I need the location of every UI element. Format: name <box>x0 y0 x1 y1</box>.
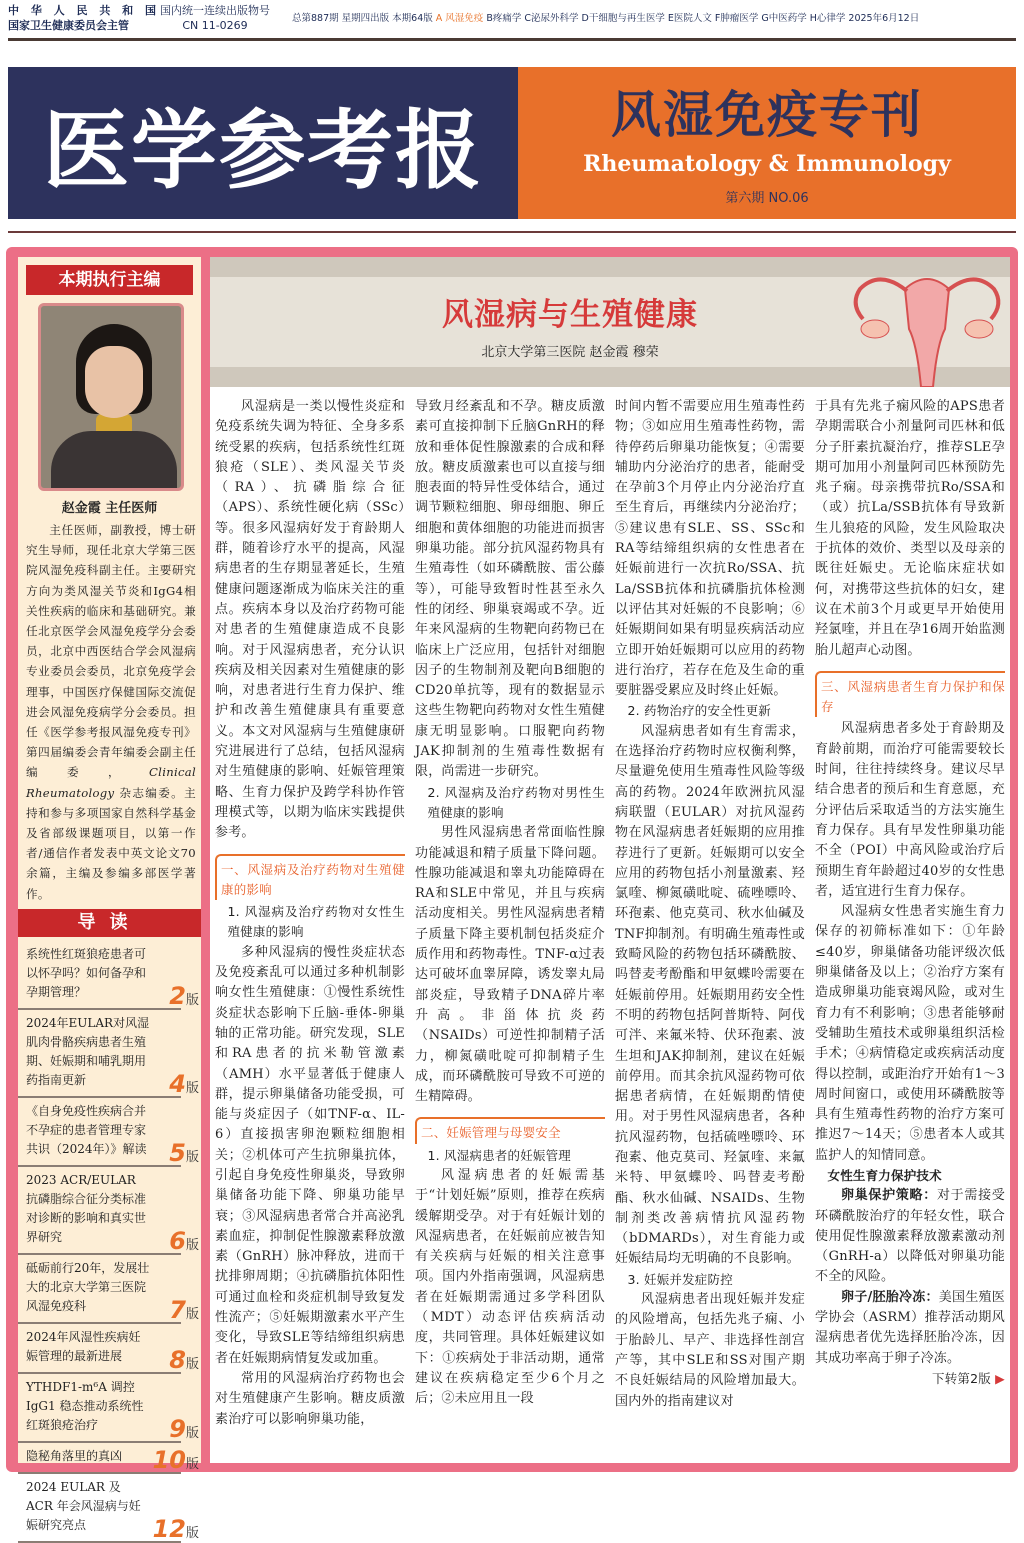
article-byline: 北京大学第三医院 赵金霞 穆荣 <box>481 345 659 360</box>
guide-item-title: 2024 EULAR 及 ACR 年会风湿病与妊娠研究亮点 <box>26 1480 141 1532</box>
guide-item[interactable] <box>18 1324 199 1374</box>
paper-logo: 医学参考报 <box>8 67 518 219</box>
guide-item-page: 2版 <box>169 982 199 1010</box>
serial-number: 国内统一连续出版物号 CN 11-0269 <box>160 4 270 32</box>
guide-item[interactable] <box>18 1255 199 1324</box>
guide-item-title: 《自身免疫性疾病合并不孕症的患者管理专家共识（2024年）》解读 <box>26 1104 147 1156</box>
column-1: 风湿病是一类以慢性炎症和免疫系统失调为特征、全身多系统受累的疾病，包括系统性红斑狼疮（SLE）、类风湿关节炎（RA）、抗磷脂综合征（APS）、系统性硬化病（SSc）等。很多风湿病好发于育龄期人群，随着诊疗水平的提高，风湿病患者的生存期显著延长，生殖健康问题逐渐成为临床关注的重点。疾病本身以及治疗药物可能对患者的生殖健康造成不良影响。对于风湿病患者，充分认识疾病及相关因素对生殖健康的影响，对患者进行生育力保护、维护和改善生殖健康具有重要意义。本文对风湿病与生殖健康研究进展进行了总结，包括风湿病对生殖健康的影响、妊娠管理策略、生育力保护及跨学科协作管理模式等，以期为临床实践提供参考。 一、风湿病及治疗药物对生殖健康的影响 1. 风湿病及治疗药物对女性生殖健康的影响 多种风湿病的慢性炎症状态及免疫紊乱可以通过多种机制影响女性生殖健康：①慢性系统性炎症状态影响下丘脑-垂体-卵巢轴的正常功能。研究发现，SLE和RA患者的抗米勒管激素（AMH）水平显著低于健康人群，提示卵巢储备功能受损，可能与炎症因子（如TNF-α、IL-6）直接损害卵泡颗粒细胞相关；②机体可产生抗卵巢抗体，引起自身免疫性卵巢炎，导致卵巢储备功能下降、卵巢功能早衰；③风湿病患者常合并高泌乳素血症，抑制促性腺激素释放激素（GnRH）脉冲释放，进而干扰排卵周期；④抗磷脂抗体阳性可通过血栓和炎症机制导致复发性流产；⑤妊娠期激素水平产生变化，导致SLE等结缔组织病患者在妊娠期病情复发或加重。 常用的风湿病治疗药物也会对生殖健康产生影响。糖皮质激素治疗可以影响卵巢功能， <box>215 399 405 1427</box>
column-2: 导致月经紊乱和不孕。糖皮质激素可直接抑制下丘脑GnRH的释放和垂体促性腺激素的合成和释放。糖皮质激素也可以直接与细胞表面的特异性受体结合，通过调节颗粒细胞、卵母细胞、卵丘细胞和黄体细胞的功能进而损害卵巢功能。部分抗风湿药物具有生殖毒性（如环磷酰胺、雷公藤等），可能导致暂时性甚至永久性的闭经、卵巢衰竭或不孕。近年来风湿病的生物靶向药物已在临床上广泛应用，包括针对细胞因子的生物制剂及靶向B细胞的CD20单抗等，现有的数据显示这些生物靶向药物对女性生殖健康无明显影响。口服靶向药物JAK抑制剂的生殖毒性数据有限，尚需进一步研究。 2. 风湿病及治疗药物对男性生殖健康的影响 男性风湿病患者常面临性腺功能减退和精子质量下降问题。性腺功能减退和睾丸功能障碍在RA和SLE中常见，并且与疾病活动度相关。男性风湿病患者精子质量下降主要机制包括炎症介质作用和药物毒性。TNF-α过表达可破坏血睾屏障，诱发睾丸局部炎症，导致精子DNA碎片率升高。非甾体抗炎药（NSAIDs）可逆性抑制精子活力，柳氮磺吡啶可抑制精子生成，而环磷酰胺可导致不可逆的生精障碍。 二、妊娠管理与母婴安全 1. 风湿病患者的妊娠管理 风湿病患者的妊娠需基于“计划妊娠”原则，推荐在疾病缓解期受孕。对于有妊娠计划的风湿病患者，在妊娠前应被告知有关疾病与妊娠的相关注意事项。国内外指南强调，风湿病患者在妊娠期需通过多学科团队（MDT）动态评估疾病活动度，共同管理。具体妊娠建议如下：①疾病处于非活动期，通常建议在疾病稳定至少6个月之后；②未应用且一段 <box>415 399 605 1407</box>
subsection-heading: 1. 风湿病及治疗药物对女性生殖健康的影响 <box>227 904 405 940</box>
column-4: 于具有先兆子痫风险的APS患者孕期需联合小剂量阿司匹林和低分子肝素抗凝治疗，推荐SLE孕期可加用小剂量阿司匹林预防先兆子痫。母亲携带抗Ro/SSA和（或）抗La/SSB抗体有导致新生儿狼疮的风险，发生风险取决于抗体的效价、类型以及母亲的既往妊娠史。无论临床症状如何，对携带这些抗体的妇女，建议在术前3个月或更早开始使用羟氯喹，并且在孕16周开始监测胎儿超声心动图。 三、风湿病患者生育力保护和保存 风湿病患者多处于育龄期及育龄前期，而治疗可能需要较长时间，往往持续终身。建议尽早结合患者的预后和生育意愿，充分评估后采取适当的方法实施生育力保存。具有早发性卵巢功能不全（POI）中高风险或治疗后预期生育年龄超过40岁的女性患者，适宜进行生育力保存。 风湿病女性患者实施生育力保存的初筛标准如下：①年龄≤40岁，卵巢储备功能评级次低卵巢储备及以上；②治疗方案有造成卵巢功能衰竭风险，或对生育力有不利影响；③患者能够耐受辅助生殖技术或卵巢组织活检手术；④病情稳定或疾病活动度得以控制，或距治疗开始有1～3周时间窗口，或使用环磷酰胺等具有生殖毒性药物的治疗方案可推迟7～14天；⑤患者本人或其监护人的知情同意。 女性生育力保护技术 卵巢保护策略：对于需接受环磷酰胺治疗的年轻女性，联合使用促性腺激素释放激素激动剂（GnRH-a）以降低对卵巢功能不全的风险。 卵子/胚胎冷冻：美国生殖医学协会（ASRM）推荐活动期风湿病患者优先选择胚胎冷冻，因其成功率高于卵子冷冻。 下转第2版 ▶ <box>815 397 1005 1389</box>
editor-name: 赵金霞 主任医师 <box>61 501 158 516</box>
issue-info: 总第887期 星期四出版 本期64版 A 风湿免疫 B疼痛学 C泌尿外科学 D干细胞与再生医学 E医院人文 F肿瘤医学 G中医药学 H心律学 2025年6月12日 <box>292 13 920 24</box>
guide-item-title: 系统性红斑狼疮患者可以怀孕吗？如何备孕和孕期管理？ <box>26 947 147 999</box>
guide-heading: 导读 <box>18 909 201 937</box>
divider <box>8 231 1016 233</box>
subsection-heading: 女性生育力保护技术 <box>827 1167 942 1183</box>
guide-item-title: 砥砺前行20年，发展壮大的北京大学第三医院风湿免疫科 <box>26 1261 150 1313</box>
section-heading: 二、妊娠管理与母婴安全 <box>415 1117 605 1143</box>
guide-item-page: 12版 <box>152 1515 199 1543</box>
edition-title-en: Rheumatology & Immunology <box>583 151 951 177</box>
section-heading: 一、风湿病及治疗药物对生殖健康的影响 <box>215 854 405 901</box>
guide-item[interactable] <box>18 1443 199 1474</box>
guide-item-page: 8版 <box>169 1346 199 1374</box>
article <box>210 257 1010 1463</box>
guide-item-page: 4版 <box>169 1070 199 1098</box>
article-title: 风湿病与生殖健康 <box>442 297 698 333</box>
editor-photo <box>38 303 184 491</box>
edition-title: 风湿免疫专刊 <box>611 85 923 144</box>
guide-item[interactable] <box>18 1374 199 1443</box>
editor-bio: 主任医师，副教授，博士研究生导师，现任北京大学第三医院风湿免疫科副主任。主要研究方向为类风湿关节炎和IgG4相关性疾病的临床和基础研究。兼任北京医学会风湿免疫学分会委员，北京中西医结合学会风湿病专业委员会委员，北京免疫学会理事，中国医疗保健国际交流促进会风湿免疫病学分会委员。担任《医学参考报风湿免疫专刊》第四届编委会青年编委会副主任编委，Clinical Rheumatology 杂志编委。主持和参与多项国家自然科学基金及省部级课题项目，以第一作者/通信作者发表中英文论文70余篇，主编及参编多部医学著作。 <box>26 523 196 901</box>
masthead <box>8 67 1016 219</box>
sidebar <box>18 257 201 1543</box>
arrow-right-icon: ▶ <box>995 1370 1005 1386</box>
guide-item-title: YTHDF1-m⁶A 调控 IgG1 稳态推动系统性红斑狼疮治疗 <box>26 1380 144 1432</box>
top-info-bar <box>0 0 1024 36</box>
guide-item-title: 2024年EULAR对风湿肌肉骨骼疾病患者生殖期、妊娠期和哺乳期用药指南更新 <box>26 1016 150 1087</box>
issue-number: 第六期 NO.06 <box>725 191 809 206</box>
guide-item[interactable] <box>18 941 199 1010</box>
guide-item-title: 2024年风湿性疾病妊娠管理的最新进展 <box>26 1330 141 1363</box>
subsection-heading: 2. 药物治疗的安全性更新 <box>627 703 772 719</box>
guide-list <box>18 941 201 1543</box>
guide-item[interactable] <box>18 1167 199 1255</box>
subsection-heading: 3. 妊娠并发症防控 <box>627 1271 733 1287</box>
guide-item-page: 5版 <box>169 1139 199 1167</box>
guide-item-page: 6版 <box>169 1227 199 1255</box>
guide-item[interactable] <box>18 1474 199 1543</box>
subsection-heading: 2. 风湿病及治疗药物对男性生殖健康的影响 <box>427 784 605 820</box>
supervisor: 中 华 人 民 共 和 国 国家卫生健康委员会主管 <box>8 4 160 32</box>
guide-item-title: 隐秘角落里的真凶 <box>26 1449 123 1463</box>
guide-item[interactable] <box>18 1010 199 1098</box>
guide-item[interactable] <box>18 1098 199 1167</box>
divider <box>8 38 1016 41</box>
guide-item-page: 10版 <box>152 1446 199 1474</box>
guide-item-title: 2023 ACR/EULAR 抗磷脂综合征分类标准对诊断的影响和真实世界研究 <box>26 1173 147 1244</box>
column-3: 时间内暂不需要应用生殖毒性药物；③如应用生殖毒性药物，需待停药后卵巢功能恢复；④需要辅助内分泌治疗的患者，能耐受在孕前3个月停止内分泌治疗直至生育后，再继续内分泌治疗；⑤建议患有SLE、SS、SSc和RA等结缔组织病的女性患者在妊娠前进行一次抗Ro/SSA、抗La/SSB抗体和抗磷脂抗体检测以评估其对妊娠的不良影响；⑥妊娠期间如果有明显疾病活动应立即开始妊娠期可以应用的药物进行治疗，若存在危及生命的重要脏器受累应及时终止妊娠。 2. 药物治疗的安全性更新 风湿病患者如有生育需求，在选择治疗药物时应权衡利弊，尽量避免使用生殖毒性风险等级高的药物。2024年欧洲抗风湿病联盟（EULAR）对抗风湿药物在风湿病患者妊娠期的应用推荐进行了更新。妊娠期可以安全应用的药物包括小剂量激素、羟氯喹、柳氮磺吡啶、硫唑嘌呤、环孢素、他克莫司、秋水仙碱及TNF抑制剂。有明确生殖毒性或致畸风险的药物包括环磷酰胺、吗替麦考酚酯和甲氨蝶呤需要在妊娠前停用。妊娠期用药安全性不明的药物包括阿普斯特、阿伐可泮、来氟米特、伏环孢素、波生坦和JAK抑制剂，建议在妊娠前停用。而其余抗风湿药物可依据患者病情，在妊娠期酌情使用。对于男性风湿病患者，各种抗风湿药物，包括硫唑嘌呤、环孢素、他克莫司、羟氯喹、来氟米特、甲氨蝶呤、吗替麦考酚酯、秋水仙碱、NSAIDs、生物制剂类改善病情抗风湿药物（bDMARDs），对生育能力或妊娠结局均无明确的不良影响。 3. 妊娠并发症防控 风湿病患者出现妊娠并发症的风险增高，包括先兆子痫、小于胎龄儿、早产、非选择性剖宫产等，其中SLE和SS对围产期不良妊娠结局的风险增加最大。国内外的指南建议对 <box>615 399 805 1409</box>
continued-link[interactable]: 下转第2版 ▶ <box>932 1370 1005 1386</box>
uterus-illustration <box>845 259 1010 387</box>
guide-item-page: 7版 <box>169 1296 199 1324</box>
edition-banner <box>518 67 1016 219</box>
guide-item-page: 9版 <box>169 1415 199 1443</box>
subsection-heading: 1. 风湿病患者的妊娠管理 <box>427 1147 572 1163</box>
editor-heading: 本期执行主编 <box>26 265 193 295</box>
section-heading: 三、风湿病患者生育力保护和保存 <box>815 671 1005 718</box>
